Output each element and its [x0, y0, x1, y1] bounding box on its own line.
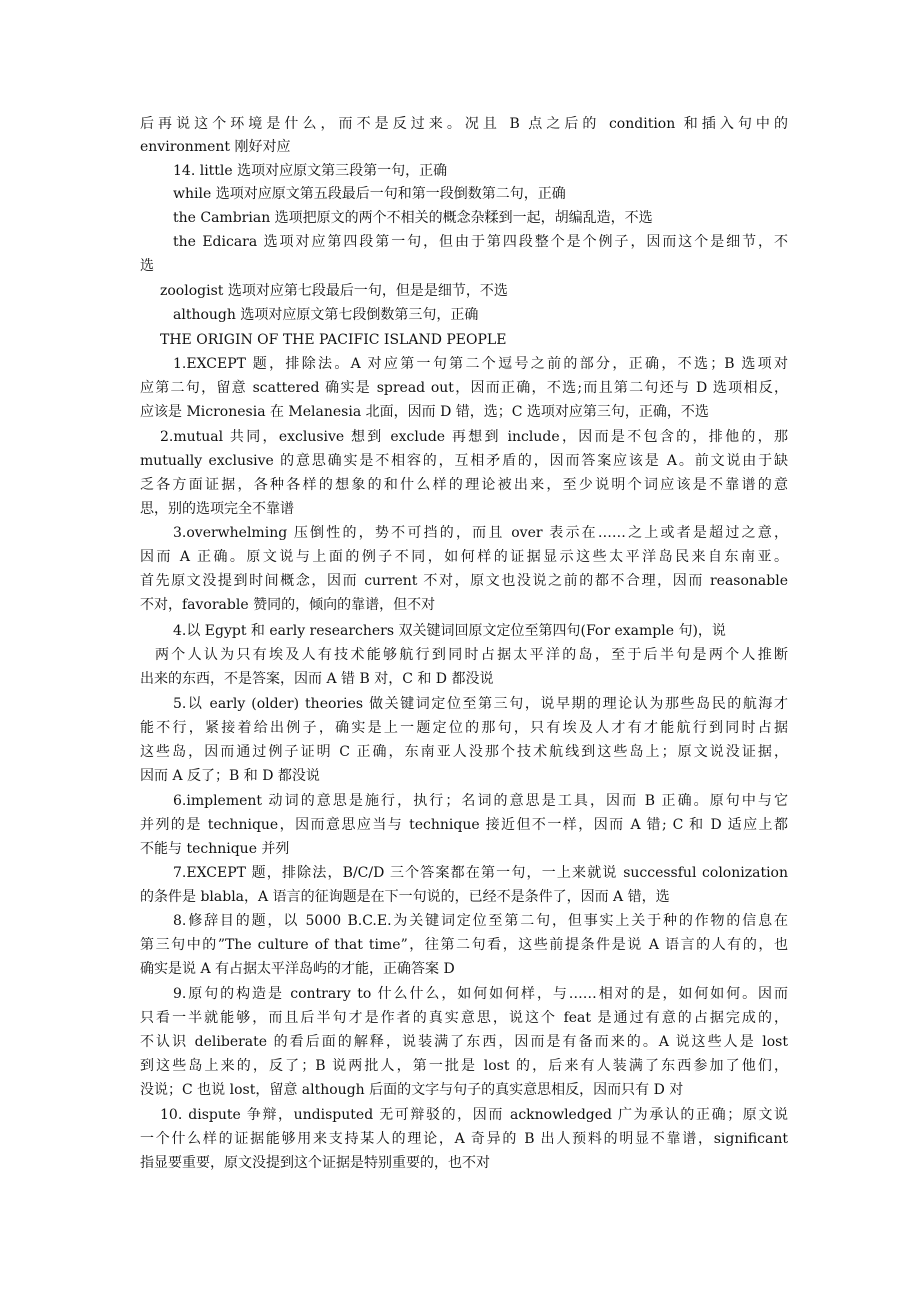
answer-2-line: mutually exclusive 的意思确实是不相容的，互相矛盾的，因而答案应该是 A。前文说由于缺: [140, 453, 788, 469]
answer-1-line: 应第二句，留意 scattered 确实是 spread out，因而正确，不选;而且第二句还与 D 选项相反，: [140, 380, 788, 396]
answer-2-line: 乏各方面证据，各种各样的想象的和什么样的理论被出来，至少说明个词应该是不靠谱的意: [140, 477, 788, 493]
answer-2-line: 思，别的选项完全不靠谱: [140, 501, 294, 517]
option-line-cambrian: the Cambrian 选项把原文的两个不相关的概念杂糅到一起，胡编乱造，不选: [173, 210, 653, 226]
answer-8-line: 确实是说 A 有占据太平洋岛屿的才能，正确答案 D: [140, 961, 455, 977]
answer-9-line: 不认识 deliberate 的看后面的解释，说装满了东西，因而是有备而来的。A 说这些人是 lost: [140, 1034, 788, 1050]
answer-6-line: 不能与 technique 并列: [140, 841, 290, 857]
option-line-14-little: 14. little 选项对应原文第三段第一句，正确: [173, 163, 448, 179]
answer-10-line: 10. dispute 争辩，undisputed 无可辩驳的，因而 acknowledged 广为承认的正确；原文说: [160, 1107, 788, 1123]
answer-7-line: 7.EXCEPT 题，排除法，B/C/D 三个答案都在第一句，一上来就说 successful colonization: [173, 865, 788, 881]
answer-6-line: 并列的是 technique，因而意思应当与 technique 接近但不一样，因而 A 错; C 和 D 适应上都: [140, 817, 788, 833]
section-heading: THE ORIGIN OF THE PACIFIC ISLAND PEOPLE: [160, 332, 507, 348]
answer-9-line: 只看一半就能够，而且后半句才是作者的真实意思，说这个 feat 是通过有意的占据完成的，: [140, 1010, 788, 1026]
answer-9-line: 到这些岛上来的，反了；B 说两批人，第一批是 lost 的，后来有人装满了东西参加了他们，: [140, 1058, 788, 1074]
answer-4-line: 出来的东西，不是答案，因而 A 错 B 对，C 和 D 都没说: [140, 671, 494, 687]
answer-1-line: 应该是 Micronesia 在 Melanesia 北面，因而 D 错，选；C 选项对应第三句，正确，不选: [140, 404, 709, 420]
answer-8-line: 8.修辞目的题，以 5000 B.C.E.为关键词定位至第二句，但事实上关于种的作物的信息在: [173, 913, 788, 929]
answer-5-line: 能不行，紧接着给出例子，确实是上一题定位的那句，只有埃及人才有才能航行到同时占据: [140, 720, 788, 736]
answer-4-line: 4.以 Egypt 和 early researchers 双关键词回原文定位至第四句(For example 句)，说: [173, 623, 726, 639]
answer-5-line: 5.以 early (older) theories 做关键词定位至第三句，说早期的理论认为那些岛民的航海才: [173, 696, 788, 712]
text-line: environment 刚好对应: [140, 139, 291, 155]
answer-7-line: 的条件是 blabla，A 语言的征询题是在下一句说的，已经不是条件了，因而 A 错，选: [140, 889, 670, 905]
answer-10-line: 指显要重要，原文没提到这个证据是特别重要的，也不对: [140, 1155, 490, 1171]
option-line-while: while 选项对应原文第五段最后一句和第一段倒数第二句，正确: [173, 186, 566, 202]
text-line: 选: [140, 258, 154, 274]
answer-5-line: 这些岛，因而通过例子证明 C 正确，东南亚人没那个技术航线到这些岛上；原文说没证据，: [140, 744, 788, 760]
answer-5-line: 因而 A 反了；B 和 D 都没说: [140, 768, 320, 784]
answer-3-line: 3.overwhelming 压倒性的，势不可挡的，而且 over 表示在……之上或者是超过之意，: [173, 525, 788, 541]
answer-3-line: 首先原文没提到时间概念，因而 current 不对，原文也没说之前的都不合理，因而 reasonable: [140, 573, 788, 589]
answer-3-line: 因而 A 正确。原文说与上面的例子不同，如何样的证据显示这些太平洋岛民来自东南亚。: [140, 549, 788, 565]
answer-9-line: 没说；C 也说 lost，留意 although 后面的文字与句子的真实意思相反，因而只有 D 对: [140, 1082, 684, 1098]
answer-6-line: 6.implement 动词的意思是施行，执行；名词的意思是工具，因而 B 正确。原句中与它: [173, 793, 788, 809]
answer-3-line: 不对，favorable 赞同的，倾向的靠谱，但不对: [140, 597, 436, 613]
answer-1-line: 1.EXCEPT 题，排除法。A 对应第一句第二个逗号之前的部分，正确，不选；B 选项对: [173, 356, 788, 372]
option-line-edicara: the Edicara 选项对应第四段第一句，但由于第四段整个是个例子，因而这个是细节，不: [173, 234, 788, 250]
option-line-zoologist: zoologist 选项对应第七段最后一句，但是是细节，不选: [160, 283, 508, 299]
answer-2-line: 2.mutual 共同，exclusive 想到 exclude 再想到 include，因而是不包含的，排他的，那: [160, 429, 788, 445]
text-line: 后再说这个环境是什么，而不是反过来。况且 B 点之后的 condition 和插入句中的: [140, 116, 788, 132]
answer-8-line: 第三句中的”The culture of that time”，往第二句看，这些前提条件是说 A 语言的人有的，也: [140, 937, 788, 953]
answer-10-line: 一个什么样的证据能够用来支持某人的理论，A 奇异的 B 出人预料的明显不靠谱，significant: [140, 1131, 788, 1147]
answer-9-line: 9.原句的构造是 contrary to 什么什么，如何如何样，与……相对的是，如何如何。因而: [173, 986, 788, 1002]
answer-4-line: 两个人认为只有埃及人有技术能够航行到同时占据太平洋的岛，至于后半句是两个人推断: [155, 647, 788, 663]
option-line-although: although 选项对应原文第七段倒数第三句，正确: [173, 307, 479, 323]
